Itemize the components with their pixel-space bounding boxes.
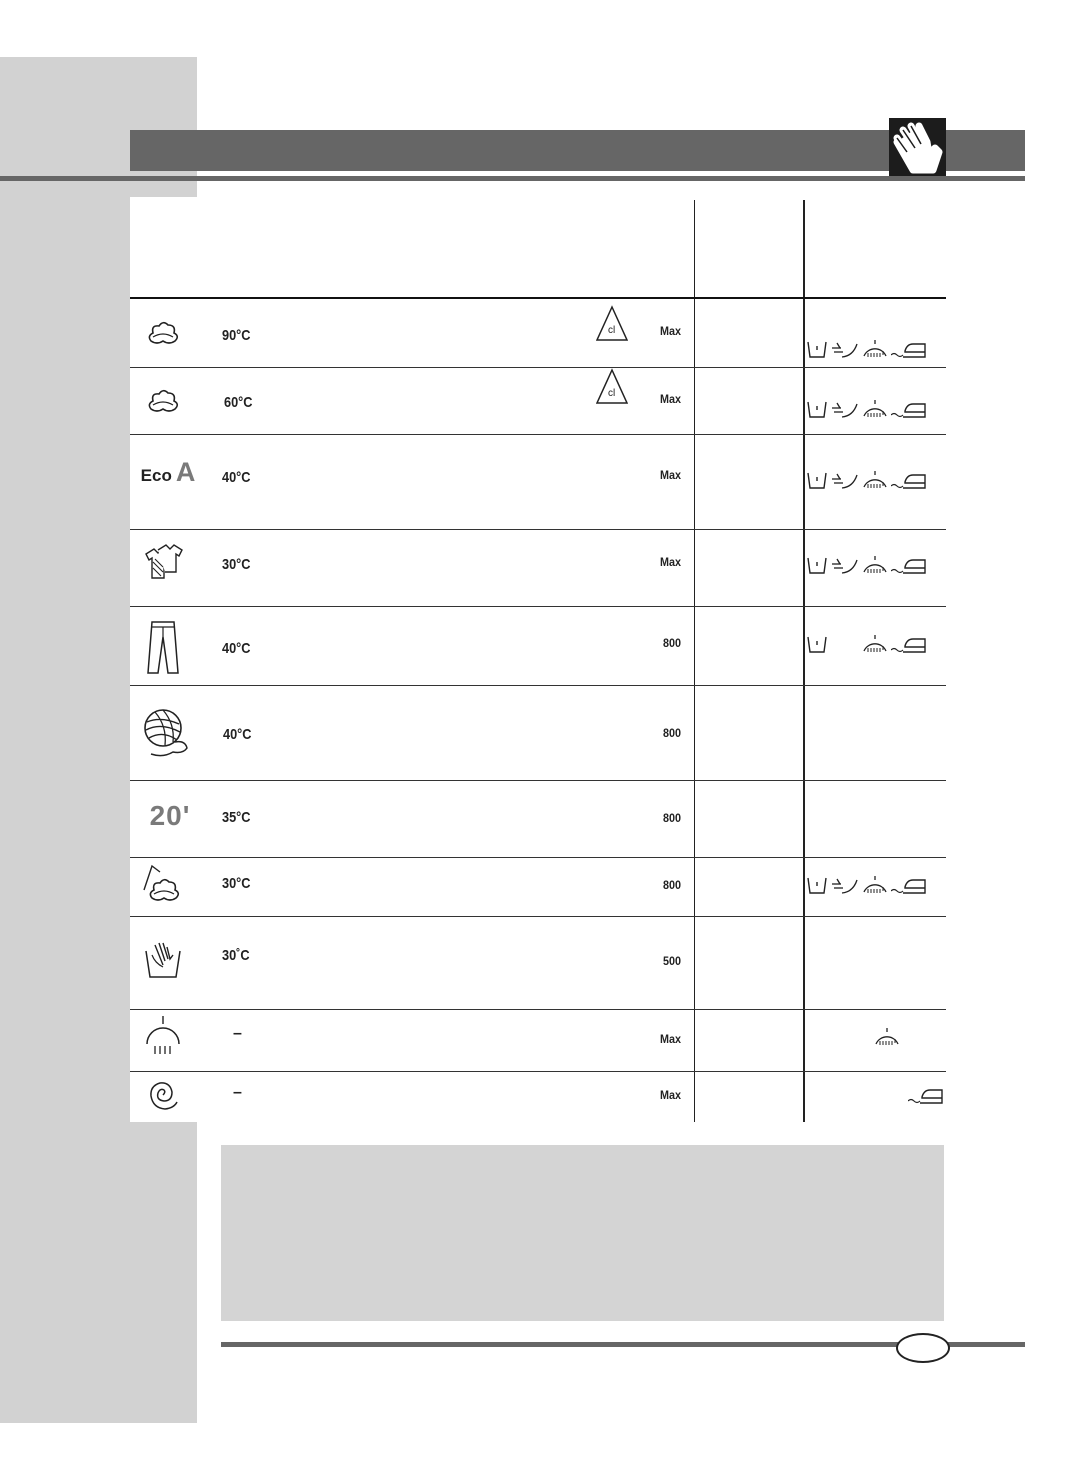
header-rule [0, 176, 1025, 181]
spin-speed: 500 [662, 954, 681, 968]
tumble-icon [807, 471, 827, 489]
iron-icon [908, 1086, 943, 1104]
eco-a-icon: Eco A [140, 456, 196, 487]
temperature: 30˚C [222, 947, 250, 964]
temperature: 40°C [223, 726, 252, 743]
spin-speed: Max [659, 468, 681, 482]
tumble-icon [807, 400, 827, 418]
dryer-icon [874, 1028, 899, 1046]
page-number-oval [896, 1333, 950, 1363]
tumble-icon [807, 556, 827, 574]
wool-icon [134, 702, 200, 762]
bleach-icon [596, 368, 628, 410]
temperature: 35°C [222, 809, 251, 826]
iron-icon [891, 471, 926, 489]
spin-speed: 800 [662, 811, 681, 825]
iron-icon [891, 876, 926, 894]
spin-icon [130, 1078, 196, 1112]
spin-speed: 800 [662, 636, 681, 650]
care-symbols [807, 340, 926, 358]
spin-speed: Max [659, 555, 681, 569]
dryer-icon [862, 635, 887, 653]
tumble-icon [807, 635, 827, 653]
spin-speed: Max [659, 392, 681, 406]
bleach-icon [596, 305, 628, 347]
temperature: 40°C [222, 640, 251, 657]
iron-icon [891, 340, 926, 358]
temperature: 30°C [222, 556, 251, 573]
tumble-icon [807, 876, 827, 894]
spin-speed: 800 [662, 726, 681, 740]
care-symbols [874, 1028, 899, 1046]
temperature: 40°C [222, 469, 251, 486]
dryer-icon [862, 876, 887, 894]
mixed-shirts-icon [130, 542, 196, 582]
care-symbols [908, 1086, 943, 1104]
program-row [130, 686, 946, 780]
program-row [130, 1010, 946, 1071]
spin-speed: Max [659, 324, 681, 338]
care-symbols [807, 400, 926, 418]
dryer-icon [862, 340, 887, 358]
iron-icon [891, 556, 926, 574]
program-row [130, 917, 946, 1009]
program-row [130, 368, 946, 434]
delicate-cotton-icon [130, 862, 196, 906]
dryer-icon [862, 400, 887, 418]
temperature: 30°C [222, 875, 251, 892]
softener-icon [831, 556, 858, 574]
spin-speed: Max [659, 1088, 681, 1102]
program-row [130, 435, 946, 529]
program-row [130, 1072, 946, 1122]
hand-wash-icon [130, 937, 196, 981]
temperature: – [233, 1084, 242, 1101]
dryer-icon [862, 471, 887, 489]
care-symbols [807, 635, 926, 653]
dryer-icon [862, 556, 887, 574]
cotton-icon [130, 316, 196, 350]
program-row [130, 858, 946, 916]
temperature: 60°C [224, 394, 253, 411]
twenty-minute-icon: 20' [149, 800, 191, 831]
tumble-icon [807, 340, 827, 358]
program-row [130, 298, 946, 367]
care-symbols [807, 556, 926, 574]
program-row [130, 530, 946, 606]
program-row [130, 781, 946, 857]
temperature: – [233, 1025, 242, 1042]
hand-icon [889, 118, 946, 176]
care-symbols [807, 471, 926, 489]
spin-speed: Max [659, 1032, 681, 1046]
iron-icon [891, 400, 926, 418]
softener-icon [831, 876, 858, 894]
softener-icon [831, 400, 858, 418]
notes-panel [221, 1145, 944, 1321]
program-row [130, 607, 946, 685]
jeans-icon [130, 619, 196, 675]
softener-icon [831, 471, 858, 489]
softener-icon [831, 340, 858, 358]
temperature: 90°C [222, 327, 251, 344]
rinse-icon [130, 1014, 196, 1056]
spin-speed: 800 [662, 878, 681, 892]
cotton-icon [130, 384, 196, 418]
iron-icon [891, 635, 926, 653]
care-symbols [807, 876, 926, 894]
